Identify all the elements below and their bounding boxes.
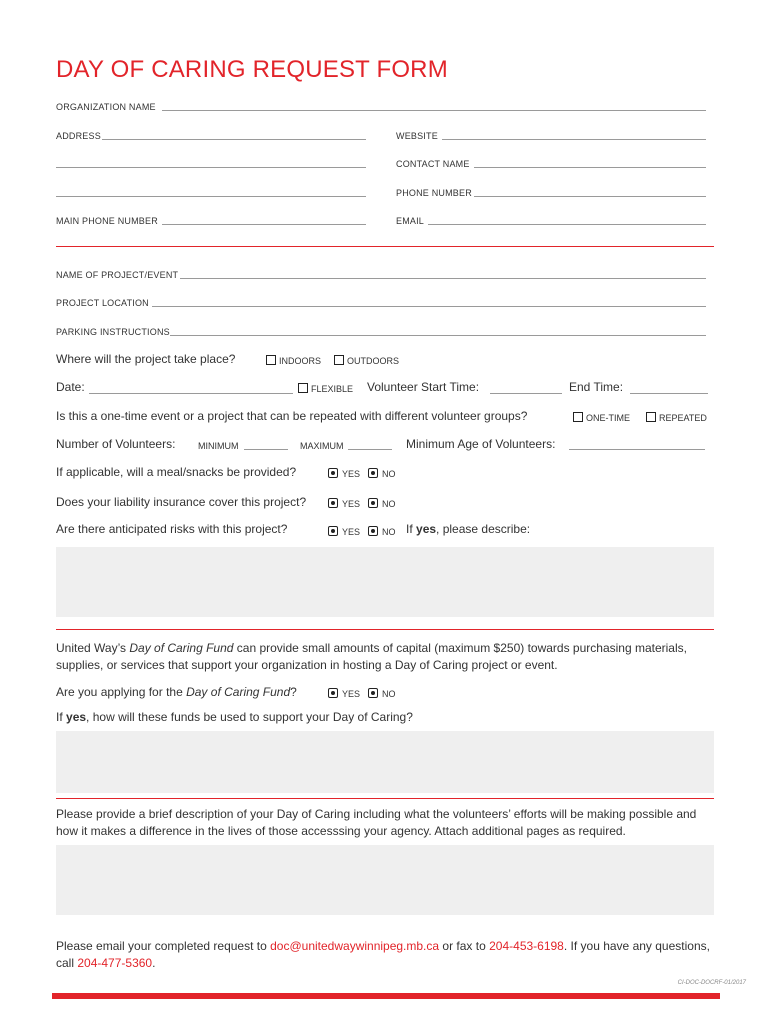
address-label: ADDRESS (56, 131, 101, 141)
project-location-label: PROJECT LOCATION (56, 298, 149, 308)
phone-link[interactable]: 204-477-5360 (77, 956, 153, 970)
date-field[interactable] (89, 393, 293, 394)
insurance-yes-radio[interactable] (328, 498, 338, 508)
minimum-field[interactable] (244, 449, 288, 450)
section-divider (56, 798, 714, 799)
main-phone-number-field[interactable] (162, 224, 366, 225)
risks-no-radio[interactable] (368, 526, 378, 536)
one-time-label: ONE-TIME (586, 413, 630, 423)
meal-yes-label: YES (342, 469, 361, 479)
one-time-question: Is this a one-time event or a project that can be repeated with different volunteer groups? (56, 409, 528, 423)
end-time-label: End Time: (569, 380, 624, 394)
risks-yes-label: YES (342, 527, 361, 537)
risks-no-option[interactable] (368, 526, 396, 537)
email-link[interactable]: doc@unitedwaywinnipeg.mb.ca (270, 939, 440, 953)
page-title: DAY OF CARING REQUEST FORM (56, 56, 448, 83)
insurance-question: Does your liability insurance cover this project? (56, 495, 307, 509)
form-code: CI-DOC-DOCRF-01/2017 (677, 980, 746, 986)
risks-yes-radio[interactable] (328, 526, 338, 536)
fund-usage-question: If yes, how will these funds be used to support your Day of Caring? (56, 710, 413, 724)
end-time-field[interactable] (630, 393, 708, 394)
minimum-label: MINIMUM (198, 441, 239, 451)
project-name-field[interactable] (180, 278, 706, 279)
date-label: Date: (56, 380, 85, 394)
address-field-1[interactable] (102, 139, 366, 140)
meal-no-option[interactable] (368, 468, 396, 479)
fund-no-radio[interactable] (368, 688, 378, 698)
description-box[interactable] (56, 845, 714, 915)
website-label: WEBSITE (396, 131, 438, 141)
organization-name-label: ORGANIZATION NAME (56, 102, 156, 112)
meal-no-radio[interactable] (368, 468, 378, 478)
address-field-2[interactable] (56, 167, 366, 168)
meal-yes-radio[interactable] (328, 468, 338, 478)
flexible-label: FLEXIBLE (311, 384, 354, 394)
insurance-no-option[interactable] (368, 498, 396, 509)
one-time-checkbox[interactable] (573, 412, 583, 422)
description-prompt: Please provide a brief description of your Day of Caring including what the volunteers’ efforts will be making possible and how it makes a difference in the lives of those accesssing your agency. Attach additional pages as required. (56, 807, 697, 838)
submission-instructions: Please email your completed request to doc@unitedwaywinnipeg.mb.ca or fax to 204-453-6198. If you have any questions, call 204-477-5360. (56, 939, 710, 970)
project-name-label: NAME OF PROJECT/EVENT (56, 270, 179, 280)
meal-no-label: NO (382, 469, 396, 479)
insurance-no-radio[interactable] (368, 498, 378, 508)
start-time-label: Volunteer Start Time: (367, 380, 480, 394)
fund-usage-box[interactable] (56, 731, 714, 793)
flexible-option[interactable] (298, 383, 353, 394)
address-field-3[interactable] (56, 196, 366, 197)
bottom-accent-bar (52, 993, 720, 999)
min-age-field[interactable] (569, 449, 705, 450)
min-age-label: Minimum Age of Volunteers: (406, 437, 556, 451)
fund-yes-label: YES (342, 689, 361, 699)
project-location-field[interactable] (152, 306, 706, 307)
contact-name-label: CONTACT NAME (396, 159, 470, 169)
maximum-label: MAXIMUM (300, 441, 344, 451)
repeated-checkbox[interactable] (646, 412, 656, 422)
insurance-yes-option[interactable] (328, 498, 360, 509)
where-question: Where will the project take place? (56, 352, 236, 366)
start-time-field[interactable] (490, 393, 562, 394)
meal-yes-option[interactable] (328, 468, 360, 479)
phone-number-field[interactable] (474, 196, 706, 197)
fund-yes-radio[interactable] (328, 688, 338, 698)
risks-no-label: NO (382, 527, 396, 537)
insurance-no-label: NO (382, 499, 396, 509)
one-time-option[interactable] (573, 412, 630, 423)
risks-describe-prompt: If yes, please describe: (406, 522, 531, 536)
fax-number: 204-453-6198 (489, 939, 564, 953)
outdoors-label: OUTDOORS (347, 356, 400, 366)
num-volunteers-label: Number of Volunteers: (56, 437, 176, 451)
indoors-option[interactable] (266, 355, 321, 366)
meal-question: If applicable, will a meal/snacks be provided? (56, 465, 297, 479)
risks-question: Are there anticipated risks with this project? (56, 522, 288, 536)
maximum-field[interactable] (348, 449, 392, 450)
main-phone-number-label: MAIN PHONE NUMBER (56, 216, 158, 226)
outdoors-option[interactable] (334, 355, 399, 366)
flexible-checkbox[interactable] (298, 383, 308, 393)
indoors-label: INDOORS (279, 356, 322, 366)
phone-number-label: PHONE NUMBER (396, 188, 472, 198)
risks-yes-option[interactable] (328, 526, 360, 537)
outdoors-checkbox[interactable] (334, 355, 344, 365)
risks-description-box[interactable] (56, 547, 714, 617)
fund-intro: United Way’s Day of Caring Fund can provide small amounts of capital (maximum $250) towards purchasing materials, supplies, or services that support your organization in hosting a Day of Caring project or event. (56, 641, 687, 672)
fund-yes-option[interactable] (328, 688, 360, 699)
website-field[interactable] (442, 139, 706, 140)
repeated-option[interactable] (646, 412, 707, 423)
insurance-yes-label: YES (342, 499, 361, 509)
section-divider (56, 629, 714, 630)
fund-no-label: NO (382, 689, 396, 699)
fund-applying-question: Are you applying for the Day of Caring Fund? (56, 685, 297, 699)
contact-name-field[interactable] (474, 167, 706, 168)
organization-name-field[interactable] (162, 110, 706, 111)
repeated-label: REPEATED (659, 413, 707, 423)
fund-no-option[interactable] (368, 688, 396, 699)
indoors-checkbox[interactable] (266, 355, 276, 365)
section-divider (56, 246, 714, 247)
parking-instructions-label: PARKING INSTRUCTIONS (56, 327, 170, 337)
email-label: EMAIL (396, 216, 425, 226)
parking-instructions-field[interactable] (170, 335, 706, 336)
email-field[interactable] (428, 224, 706, 225)
